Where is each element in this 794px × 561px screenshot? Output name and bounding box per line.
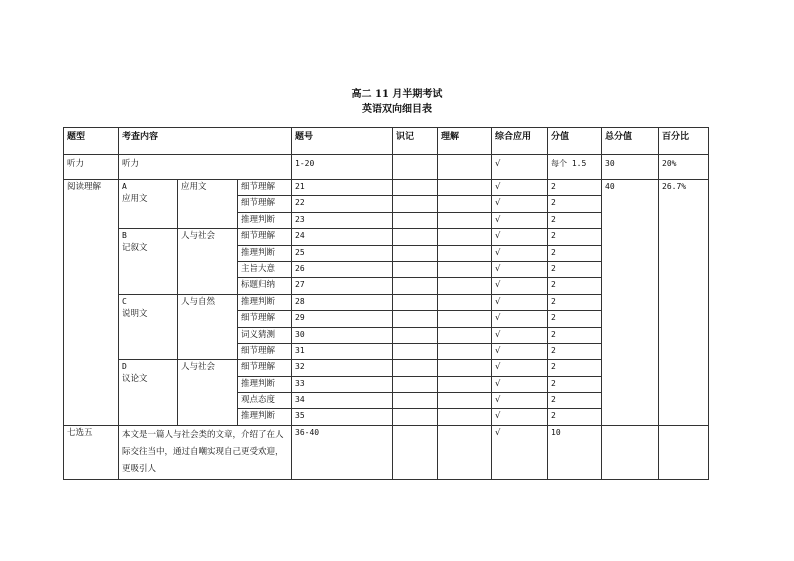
question-score: 2 — [548, 393, 602, 409]
passage-genre: 记叙文 — [122, 243, 148, 254]
question-number: 35 — [292, 409, 393, 425]
question-number: 22 — [292, 196, 393, 212]
header-score: 分值 — [548, 128, 602, 155]
question-score: 2 — [548, 278, 602, 294]
seven-type: 七选五 — [64, 425, 119, 479]
question-understanding — [438, 376, 492, 392]
question-mark: √ — [492, 311, 548, 327]
question-understanding — [438, 245, 492, 261]
table-row — [64, 180, 709, 196]
question-mark: √ — [492, 409, 548, 425]
passage-theme: 人与社会 — [178, 229, 238, 295]
question-memory — [393, 360, 438, 376]
page-title: 高二 11 月半期考试 — [351, 89, 443, 100]
question-number: 24 — [292, 229, 393, 245]
question-understanding — [438, 212, 492, 228]
passage-label — [119, 180, 178, 229]
question-skill: 细节理解 — [238, 196, 292, 212]
question-score: 2 — [548, 343, 602, 359]
seven-percent — [659, 425, 709, 479]
seven-score: 10 — [548, 425, 602, 479]
header-application: 综合应用 — [492, 128, 548, 155]
question-mark: √ — [492, 376, 548, 392]
specification-table — [63, 127, 709, 480]
listening-memory — [393, 155, 438, 180]
question-memory — [393, 376, 438, 392]
question-score: 2 — [548, 212, 602, 228]
question-mark: √ — [492, 212, 548, 228]
question-score: 2 — [548, 360, 602, 376]
question-score: 2 — [548, 376, 602, 392]
question-skill: 主旨大意 — [238, 261, 292, 277]
question-understanding — [438, 409, 492, 425]
question-understanding — [438, 278, 492, 294]
question-number: 25 — [292, 245, 393, 261]
question-mark: √ — [492, 180, 548, 196]
question-skill: 细节理解 — [238, 360, 292, 376]
question-skill: 推理判断 — [238, 376, 292, 392]
question-mark: √ — [492, 196, 548, 212]
passage-theme: 人与社会 — [178, 360, 238, 426]
question-memory — [393, 196, 438, 212]
question-memory — [393, 343, 438, 359]
passage-letter: C — [122, 296, 127, 306]
question-mark: √ — [492, 343, 548, 359]
question-score: 2 — [548, 294, 602, 310]
question-number: 28 — [292, 294, 393, 310]
question-mark: √ — [492, 245, 548, 261]
question-score: 2 — [548, 327, 602, 343]
listening-row — [64, 155, 709, 180]
question-mark: √ — [492, 294, 548, 310]
header-total: 总分值 — [602, 128, 659, 155]
question-memory — [393, 278, 438, 294]
header-percent: 百分比 — [659, 128, 709, 155]
question-mark: √ — [492, 327, 548, 343]
passage-genre: 说明文 — [122, 308, 148, 319]
question-score: 2 — [548, 261, 602, 277]
passage-theme: 人与自然 — [178, 294, 238, 360]
question-understanding — [438, 180, 492, 196]
question-memory — [393, 393, 438, 409]
passage-genre: 应用文 — [122, 194, 148, 204]
question-memory — [393, 229, 438, 245]
question-score: 2 — [548, 229, 602, 245]
question-score: 2 — [548, 409, 602, 425]
question-understanding — [438, 343, 492, 359]
question-score: 2 — [548, 180, 602, 196]
question-mark: √ — [492, 360, 548, 376]
question-number: 31 — [292, 343, 393, 359]
seven-understanding — [438, 425, 492, 479]
seven-mark: √ — [492, 425, 548, 479]
question-score: 2 — [548, 245, 602, 261]
header-understanding: 理解 — [438, 128, 492, 155]
listening-type: 听力 — [64, 155, 119, 180]
passage-label — [119, 360, 178, 426]
question-skill: 细节理解 — [238, 343, 292, 359]
question-mark: √ — [492, 393, 548, 409]
reading-total: 40 — [602, 180, 659, 426]
question-skill: 推理判断 — [238, 245, 292, 261]
question-memory — [393, 327, 438, 343]
passage-label — [119, 294, 178, 360]
listening-content: 听力 — [119, 155, 292, 180]
passage-theme: 应用文 — [178, 180, 238, 229]
question-skill: 细节理解 — [238, 180, 292, 196]
question-number: 27 — [292, 278, 393, 294]
passage-genre: 议论文 — [122, 374, 148, 385]
header-row — [64, 128, 709, 155]
question-memory — [393, 311, 438, 327]
question-skill: 推理判断 — [238, 409, 292, 425]
question-understanding — [438, 294, 492, 310]
question-number: 23 — [292, 212, 393, 228]
question-understanding — [438, 261, 492, 277]
question-number: 32 — [292, 360, 393, 376]
reading-type: 阅读理解 — [64, 180, 119, 426]
passage-letter: B — [122, 231, 127, 241]
listening-percent: 20% — [659, 155, 709, 180]
question-understanding — [438, 360, 492, 376]
listening-total: 30 — [602, 155, 659, 180]
question-understanding — [438, 327, 492, 343]
question-understanding — [438, 311, 492, 327]
question-skill: 推理判断 — [238, 294, 292, 310]
question-skill: 推理判断 — [238, 212, 292, 228]
question-number: 30 — [292, 327, 393, 343]
question-number: 21 — [292, 180, 393, 196]
question-understanding — [438, 196, 492, 212]
question-mark: √ — [492, 261, 548, 277]
page-subtitle: 英语双向细目表 — [362, 104, 432, 115]
header-type: 题型 — [64, 128, 119, 155]
listening-mark: √ — [492, 155, 548, 180]
header-number: 题号 — [292, 128, 393, 155]
passage-letter: A — [122, 182, 127, 191]
question-memory — [393, 180, 438, 196]
question-skill: 观点态度 — [238, 393, 292, 409]
seven-total — [602, 425, 659, 479]
question-number: 34 — [292, 393, 393, 409]
question-score: 2 — [548, 311, 602, 327]
header-content: 考查内容 — [119, 128, 292, 155]
listening-score: 每个 1.5 — [548, 155, 602, 180]
question-memory — [393, 212, 438, 228]
question-mark: √ — [492, 229, 548, 245]
seven-memory — [393, 425, 438, 479]
question-memory — [393, 245, 438, 261]
question-understanding — [438, 229, 492, 245]
question-number: 26 — [292, 261, 393, 277]
question-skill: 细节理解 — [238, 311, 292, 327]
question-memory — [393, 294, 438, 310]
seven-choose-five-row — [64, 425, 709, 479]
question-skill: 细节理解 — [238, 229, 292, 245]
listening-understanding — [438, 155, 492, 180]
question-number: 33 — [292, 376, 393, 392]
passage-label — [119, 229, 178, 295]
listening-number: 1-20 — [292, 155, 393, 180]
question-number: 29 — [292, 311, 393, 327]
header-memory: 识记 — [393, 128, 438, 155]
question-skill: 标题归纳 — [238, 278, 292, 294]
question-memory — [393, 261, 438, 277]
question-memory — [393, 409, 438, 425]
question-score: 2 — [548, 196, 602, 212]
seven-content: 本文是一篇人与社会类的文章，介绍了在人际交往当中，通过自嘲实现自己更受欢迎，更吸引人 — [119, 425, 292, 479]
question-understanding — [438, 393, 492, 409]
question-mark: √ — [492, 278, 548, 294]
passage-letter: D — [122, 362, 127, 372]
reading-percent: 26.7% — [659, 180, 709, 426]
question-skill: 词义猜测 — [238, 327, 292, 343]
seven-number: 36-40 — [292, 425, 393, 479]
